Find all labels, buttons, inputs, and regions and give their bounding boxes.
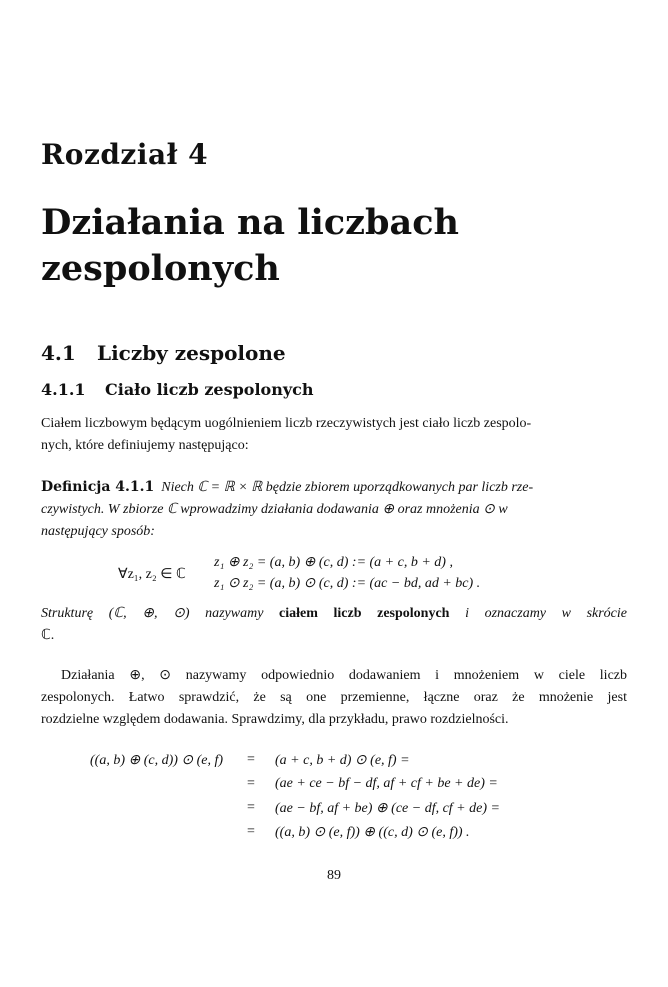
structure-statement — [41, 603, 627, 647]
intro-paragraph — [41, 413, 627, 457]
definition-eq-add: z₁ ⊕ z₂ = (a, b) ⊕ (c, d) := (a + c, b + d) , — [214, 555, 453, 570]
structure-post: i oznaczamy w skrócie — [465, 606, 627, 621]
definition-line-2: czywistych. W zbiorze ℂ wprowadzimy działania dodawania ⊕ oraz mnożenia ⊙ w — [41, 502, 508, 517]
section-title: Liczby zespolone — [97, 341, 286, 365]
discussion-line-1: Działania ⊕, ⊙ nazywamy odpowiednio dodawaniem i mnożeniem w ciele liczb — [61, 668, 627, 683]
derivation-row-2: (ae + ce − bf − df, af + cf + be + de) = — [275, 776, 498, 791]
derivation-eq-4: = — [247, 824, 255, 839]
derivation-row-1: (a + c, b + d) ⊙ (e, f) = — [275, 753, 410, 768]
definition-block — [41, 476, 627, 543]
structure-line-2: ℂ. — [41, 628, 55, 643]
discussion-paragraph — [41, 665, 627, 731]
derivation-eq-2: = — [247, 776, 255, 791]
section-heading — [41, 341, 286, 365]
structure-bold: ciałem liczb zespolonych — [279, 606, 450, 621]
page-number: 89 — [327, 868, 341, 883]
derivation-eq-3: = — [247, 800, 255, 815]
derivation-row-3: (ae − bf, af + be) ⊕ (ce − df, cf + de) = — [275, 801, 500, 816]
chapter-title-line-2: zespolonych — [41, 248, 280, 289]
definition-line-3: następujący sposób: — [41, 524, 155, 539]
subsection-number: 4.1.1 — [41, 380, 86, 399]
derivation-eq-1: = — [247, 752, 255, 767]
structure-pre: Strukturę (ℂ, ⊕, ⊙) nazywamy — [41, 606, 264, 621]
intro-line-2: nych, które definiujemy następująco: — [41, 438, 249, 453]
intro-line-1: Ciałem liczbowym będącym uogólnieniem liczb rzeczywistych jest ciało liczb zespolo- — [41, 416, 532, 431]
subsection-heading — [41, 380, 314, 399]
chapter-title-line-1: Działania na liczbach — [41, 202, 459, 243]
chapter-title — [41, 200, 621, 292]
derivation-row-4: ((a, b) ⊙ (e, f)) ⊕ ((c, d) ⊙ (e, f)) . — [275, 825, 470, 840]
definition-label: Definicja 4.1.1 — [41, 479, 155, 495]
derivation-lhs: ((a, b) ⊕ (c, d)) ⊙ (e, f) — [90, 753, 224, 768]
definition-quantifier: ∀z₁, z₂ ∈ ℂ — [118, 567, 186, 582]
discussion-line-3: rozdzielne względem dodawania. Sprawdzimy, dla przykładu, prawo rozdzielności. — [41, 712, 509, 727]
discussion-line-2: zespolonych. Łatwo sprawdzić, że są one przemienne, łączne oraz że mnożenie jest — [41, 690, 627, 705]
definition-line-1: Niech ℂ = ℝ × ℝ będzie zbiorem uporządkowanych par liczb rze- — [161, 480, 534, 495]
section-number: 4.1 — [41, 341, 76, 365]
chapter-label: Rozdział 4 — [41, 138, 209, 171]
subsection-title: Ciało liczb zespolonych — [105, 380, 314, 399]
definition-eq-mul: z₁ ⊙ z₂ = (a, b) ⊙ (c, d) := (ac − bd, ad + bc) . — [214, 576, 481, 591]
